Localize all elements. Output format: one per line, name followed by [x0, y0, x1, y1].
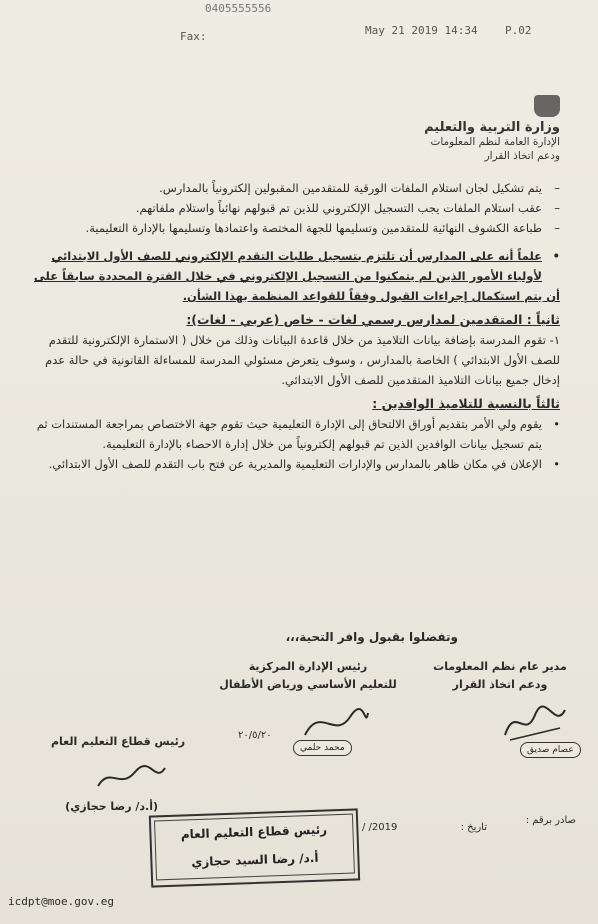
- signature-scribble-central-admin: [300, 705, 370, 745]
- paragraph: ١- تقوم المدرسة بإضافة بيانات التلاميذ من خلال قاعدة البيانات وذلك من خلال ( الاستمارة الإلكترونية للتقدم للصف الأول الابتدائي ) الخاصة بالمدارس ، وسوف يتعرض مسئولي المدرسة للمساءلة القانونية في حالة عدم إدخال جميع بيانات التلاميذ المتقدمين للصف الأول الابتدائي.: [45, 333, 560, 387]
- date-label: تاريخ :: [460, 822, 488, 833]
- director-subtitle: ودعم اتخاذ القرار: [452, 678, 548, 691]
- stamp-title: رئيس قطاع التعليم العام: [180, 822, 328, 842]
- paragraph: • الإعلان في مكان ظاهر بالمدارس والإدارات التعليمية والمديرية عن فتح باب التقدم للصف الأول الابتدائي.: [30, 454, 560, 474]
- fax-number: 0405555556: [205, 2, 272, 15]
- eagle-emblem-icon: [534, 95, 560, 117]
- letter-date: [362, 822, 487, 833]
- central-admin-date: ٢٠/٥/٢٠: [238, 730, 272, 741]
- director-title: مدير عام نظم المعلومات: [433, 660, 567, 673]
- central-admin-subtitle: للتعليم الأساسي ورياض الأطفال: [219, 678, 397, 691]
- fax-page-number: P.02: [505, 24, 532, 37]
- paragraph: • يقوم ولي الأمر بتقديم أوراق الالتحاق إلى الإدارة التعليمية حيث تقوم جهة الاختصاص بمراجعة المستندات ثم يتم تسجيل بيانات الوافدين الذين تم قبولهم إلكترونياً من خلال إدارة الاحصاء بالإدارة التعليمية.: [30, 414, 560, 454]
- notice-paragraph: • علماً أنه على المدارس أن تلتزم بتسجيل طلبات التقدم الإلكتروني للصف الأول الابتدائي لأولياء الأمور الذين لم يتمكنوا من التسجيل الإلكتروني في خلال الفترة المحددة سابقاً على: [30, 246, 560, 286]
- ministry-letterhead: [340, 95, 560, 163]
- sector-head-title: رئيس قطاع التعليم العام: [50, 735, 186, 748]
- stamp-name: أ.د/ رضا السيد حجازي: [191, 850, 319, 870]
- central-admin-name-stamp: محمد حلمي: [293, 740, 352, 756]
- fax-header: [0, 2, 598, 43]
- central-admin-title: رئيس الإدارة المركزية: [248, 660, 368, 673]
- section-heading-third: ثالثاً بالنسبة للتلاميذ الوافدين :: [372, 396, 560, 411]
- signature-scribble-sector-head: [90, 758, 170, 798]
- paragraph: – عقب استلام الملفات يجب التسجيل الإلكتروني للذين تم قبولهم نهائياً واستلام ملفاتهم.: [30, 198, 560, 218]
- letter-body: [30, 178, 560, 474]
- sector-head-name: (أ.د/ رضا حجازي): [65, 800, 158, 813]
- fax-datetime: May 21 2019 14:34: [365, 24, 478, 37]
- date-value: 2019/ /: [362, 822, 398, 833]
- department-subtitle: ودعم اتخاذ القرار: [484, 150, 560, 162]
- official-stamp: [149, 808, 360, 887]
- outgoing-number-label: صادر برقم :: [525, 815, 576, 826]
- notice-paragraph-continued: أن يتم استكمال إجراءات القبول وفقاً للقواعد المنظمة بهذا الشأن.: [182, 289, 560, 303]
- paragraph: – طباعة الكشوف النهائية للمتقدمين وتسليمها للجهة المختصة واعتمادها وتسليمها بالإدارة التعليمية.: [30, 218, 560, 238]
- signature-block-central-admin: [208, 658, 408, 694]
- department-name: الإدارة العامة لنظم المعلومات: [430, 136, 560, 148]
- ministry-name: وزارة التربية والتعليم: [424, 120, 560, 135]
- closing-greeting: وتفضلوا بقبول وافر التحية،،،: [285, 630, 458, 644]
- signature-scribble-director: [500, 700, 570, 745]
- section-heading-second: ثانياً : المتقدمين لمدارس رسمي لغات - خاص (عربي - لغات):: [186, 312, 560, 327]
- paragraph: – يتم تشكيل لجان استلام الملفات الورقية للمتقدمين المقبولين إلكترونياً بالمدارس.: [30, 178, 560, 198]
- contact-email: icdpt@moe.gov.eg: [8, 895, 114, 908]
- signature-block-director: [430, 658, 570, 694]
- fax-label: Fax:: [180, 30, 207, 43]
- director-name-stamp: عصام صديق: [520, 742, 581, 758]
